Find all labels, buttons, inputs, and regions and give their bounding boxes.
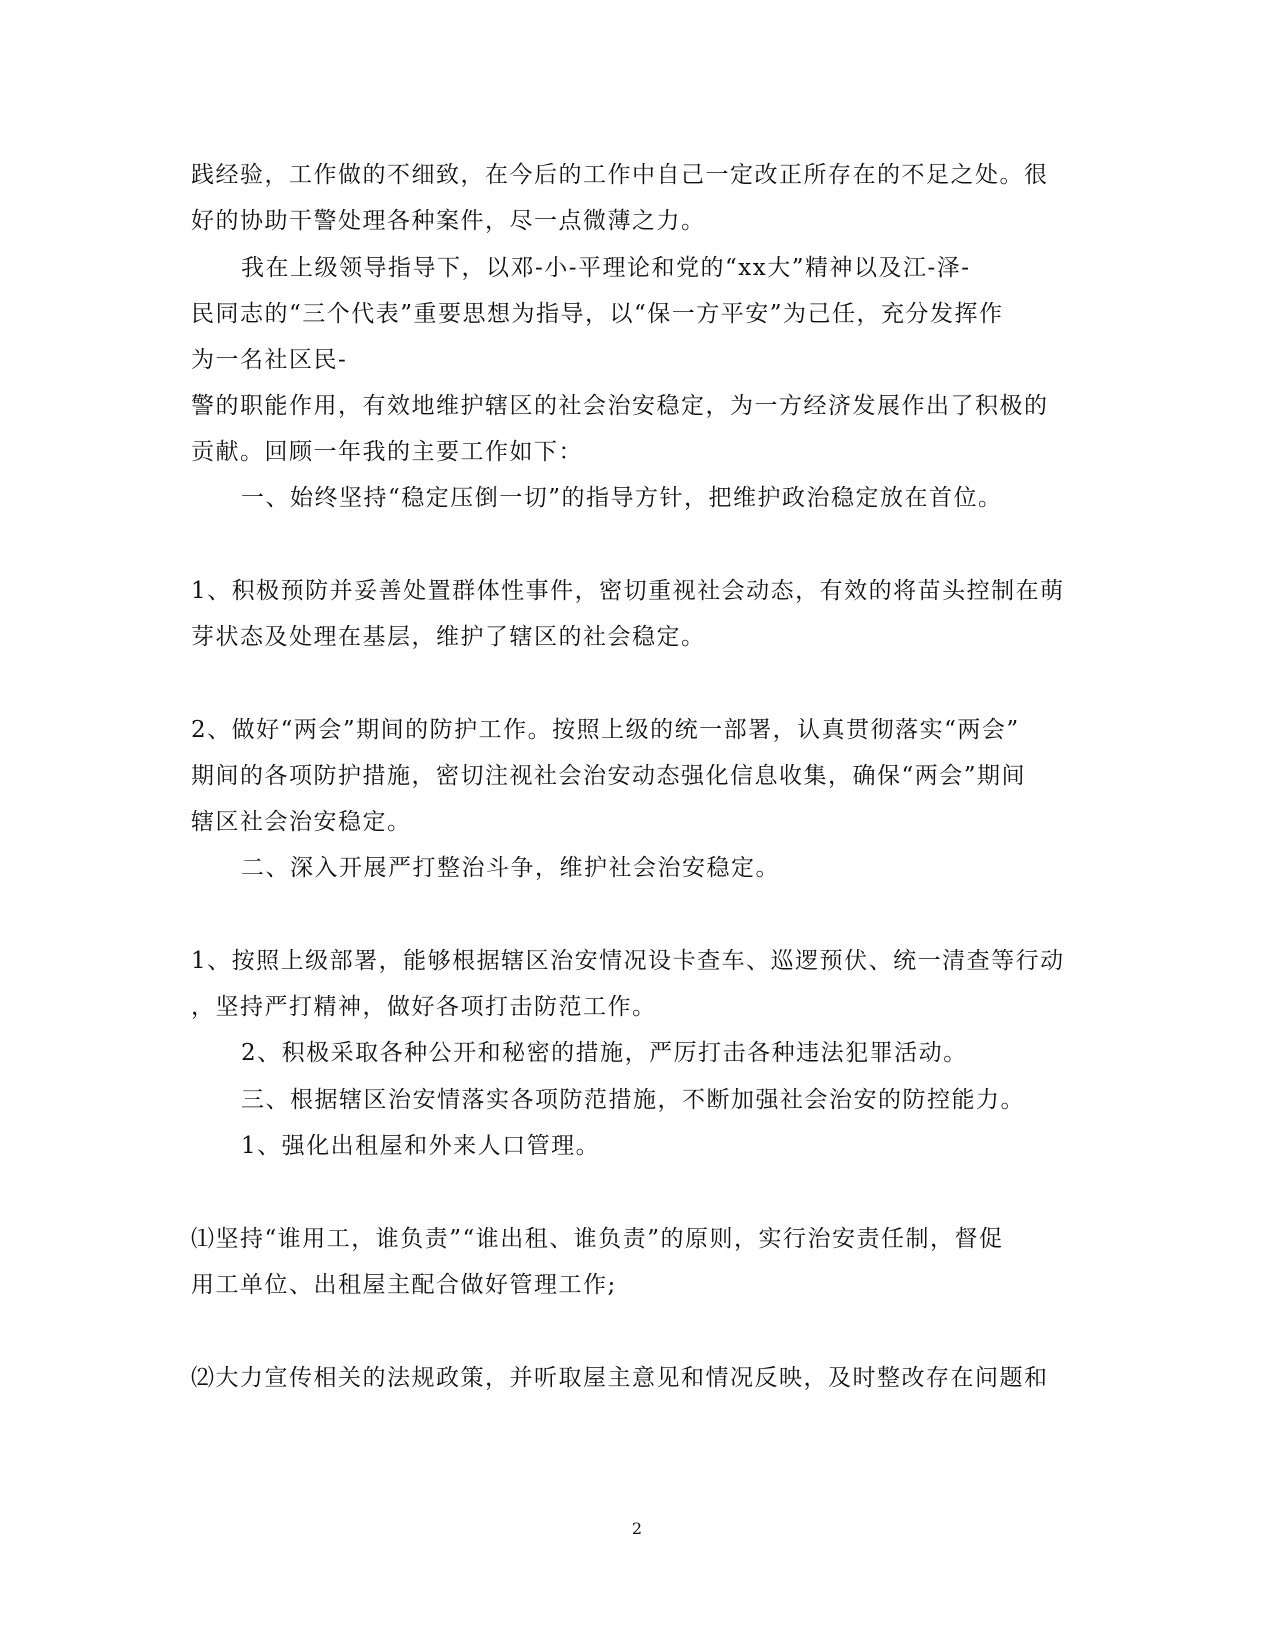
body-line: 2、做好“两会”期间的防护工作。按照上级的统一部署，认真贯彻落实“两会”	[191, 717, 1020, 743]
body-line: 芽状态及处理在基层，维护了辖区的社会稳定。	[191, 624, 706, 650]
body-line: 民同志的“三个代表”重要思想为指导，以“保一方平安”为己任，充分发挥作	[191, 301, 1004, 327]
body-line: 1、积极预防并妥善处置群体性事件，密切重视社会动态，有效的将苗头控制在萌	[191, 578, 1065, 604]
body-line: ⑵大力宣传相关的法规政策，并听取屋主意见和情况反映，及时整改存在问题和	[191, 1365, 1049, 1391]
body-line: 贡献。回顾一年我的主要工作如下：	[191, 439, 583, 465]
page-number: 2	[631, 1519, 643, 1538]
body-line: 践经验，工作做的不细致，在今后的工作中自己一定改正所存在的不足之处。很	[191, 162, 1049, 188]
section-heading: 三、根据辖区治安情落实各项防范措施，不断加强社会治安的防控能力。	[241, 1087, 1025, 1113]
body-line: ⑴坚持“谁用工，谁负责”“谁出租、谁负责”的原则，实行治安责任制，督促	[191, 1226, 1004, 1252]
body-line: ，坚持严打精神，做好各项打击防范工作。	[191, 994, 657, 1020]
body-line: 1、强化出租屋和外来人口管理。	[241, 1133, 601, 1159]
body-line: 好的协助干警处理各种案件，尽一点微薄之力。	[191, 208, 706, 234]
body-line: 1、按照上级部署，能够根据辖区治安情况设卡查车、巡逻预伏、统一清查等行动	[191, 948, 1065, 974]
body-line: 辖区社会治安稳定。	[191, 809, 412, 835]
body-line: 2、积极采取各种公开和秘密的措施，严厉打击各种违法犯罪活动。	[241, 1040, 968, 1066]
body-line: 我在上级领导指导下，以邓-小-平理论和党的“xx大”精神以及江-泽-	[241, 255, 971, 281]
body-line: 期间的各项防护措施，密切注视社会治安动态强化信息收集，确保“两会”期间	[191, 763, 1027, 789]
section-heading: 二、深入开展严打整治斗争，维护社会治安稳定。	[241, 855, 780, 881]
section-heading: 一、始终坚持“稳定压倒一切”的指导方针，把维护政治稳定放在首位。	[241, 485, 1003, 511]
body-line: 为一名社区民-	[191, 347, 348, 373]
body-line: 警的职能作用，有效地维护辖区的社会治安稳定，为一方经济发展作出了积极的	[191, 393, 1049, 419]
body-line: 用工单位、出租屋主配合做好管理工作;	[191, 1272, 617, 1298]
